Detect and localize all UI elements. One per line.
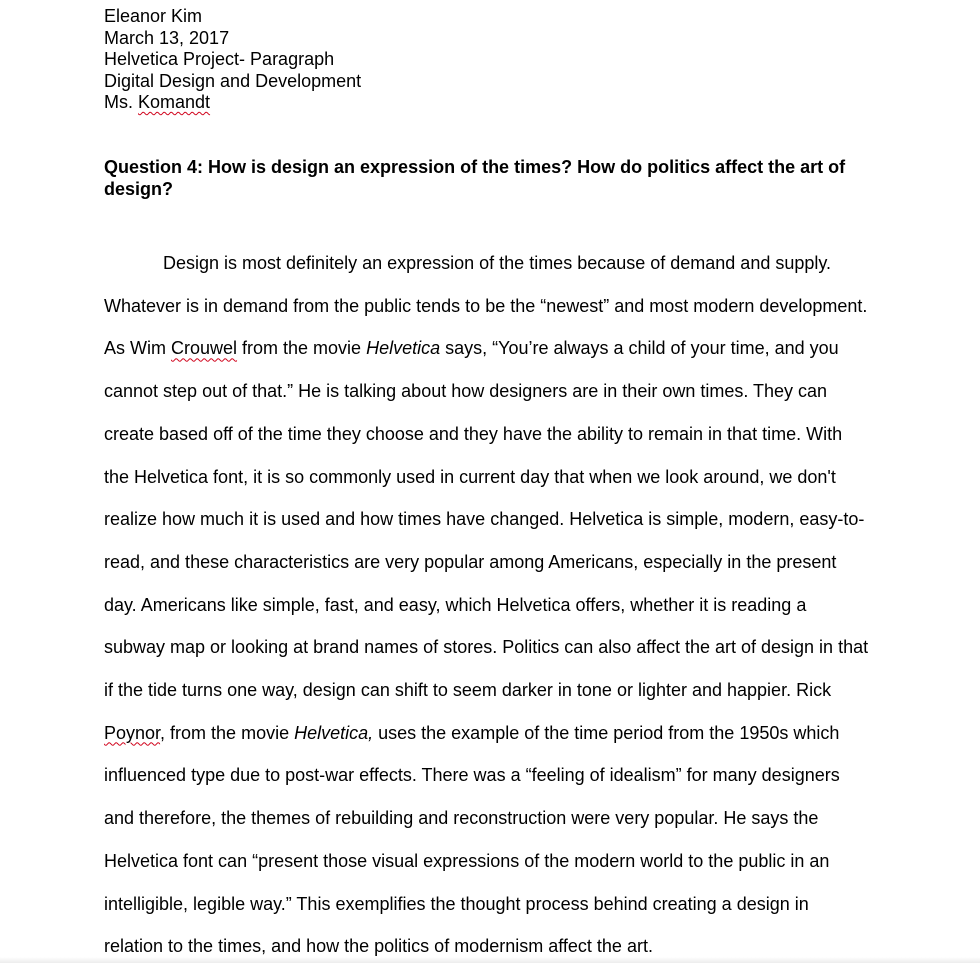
paragraph-line: read, and these characteristics are very popular among Americans, especially in the present	[104, 551, 837, 572]
text-run: from the movie	[237, 338, 367, 359]
author-name: Eleanor Kim	[104, 6, 203, 26]
movie-title-italic: Helvetica,	[294, 722, 374, 743]
paragraph-line: Design is most definitely an expression of the times because of demand and supply.	[163, 253, 832, 273]
project-title: Helvetica Project- Paragraph	[104, 49, 335, 69]
paragraph-line: the Helvetica font, it is so commonly used in current day that when we look around, we don't	[104, 466, 836, 487]
paragraph-line: influenced type due to post-war effects. There was a “feeling of idealism” for many designers	[104, 765, 840, 786]
movie-title-italic: Helvetica	[366, 338, 441, 359]
document-date: March 13, 2017	[104, 27, 230, 48]
text-run: says, “You’re always a child of your time, and you	[440, 338, 839, 359]
poynor-misspelled-word[interactable]: Poynor	[104, 722, 161, 743]
paragraph-line: intelligible, legible way.” This exemplifies the thought process behind creating a design in	[104, 893, 809, 914]
paragraph-line: create based off of the time they choose and they have the ability to remain in that time. With	[104, 423, 843, 444]
paragraph-line: if the tide turns one way, design can shift to seem darker in tone or lighter and happier. Rick	[104, 680, 832, 701]
text-run: , from the movie	[160, 722, 295, 743]
paragraph-line: and therefore, the themes of rebuilding and reconstruction were very popular. He says the	[104, 808, 819, 829]
paragraph-line: subway map or looking at brand names of stores. Politics can also affect the art of design in that	[104, 637, 869, 658]
paragraph-line	[104, 327, 884, 370]
course-name: Digital Design and Development	[104, 70, 362, 91]
teacher-name-misspelled-word[interactable]: Komandt	[138, 92, 211, 112]
paragraph-line: relation to the times, and how the politics of modernism affect the art.	[104, 936, 653, 957]
page-bottom-edge	[0, 957, 980, 963]
crouwel-misspelled-word[interactable]: Crouwel	[171, 338, 238, 359]
text-run: uses the example of the time period from the 1950s which	[373, 722, 840, 743]
paragraph-line: Helvetica font can “present those visual expressions of the modern world to the public in an	[104, 850, 830, 871]
paragraph-line: Whatever is in demand from the public tends to be the “newest” and most modern development.	[104, 295, 868, 316]
paragraph-line: cannot step out of that.” He is talking about how designers are in their own times. They can	[104, 381, 828, 402]
paragraph-line: realize how much it is used and how times have changed. Helvetica is simple, modern, easy-to-	[104, 509, 865, 530]
text-run: As Wim	[104, 338, 171, 359]
essay-paragraph	[104, 242, 884, 968]
paragraph-line	[104, 712, 884, 755]
question-heading: Question 4: How is design an expression of the times? How do politics affect the art of design?	[104, 157, 846, 199]
document-header	[104, 6, 361, 114]
teacher-line	[104, 92, 361, 114]
paragraph-line: day. Americans like simple, fast, and easy, which Helvetica offers, whether it is reading a	[104, 594, 807, 615]
teacher-prefix: Ms.	[104, 92, 138, 112]
